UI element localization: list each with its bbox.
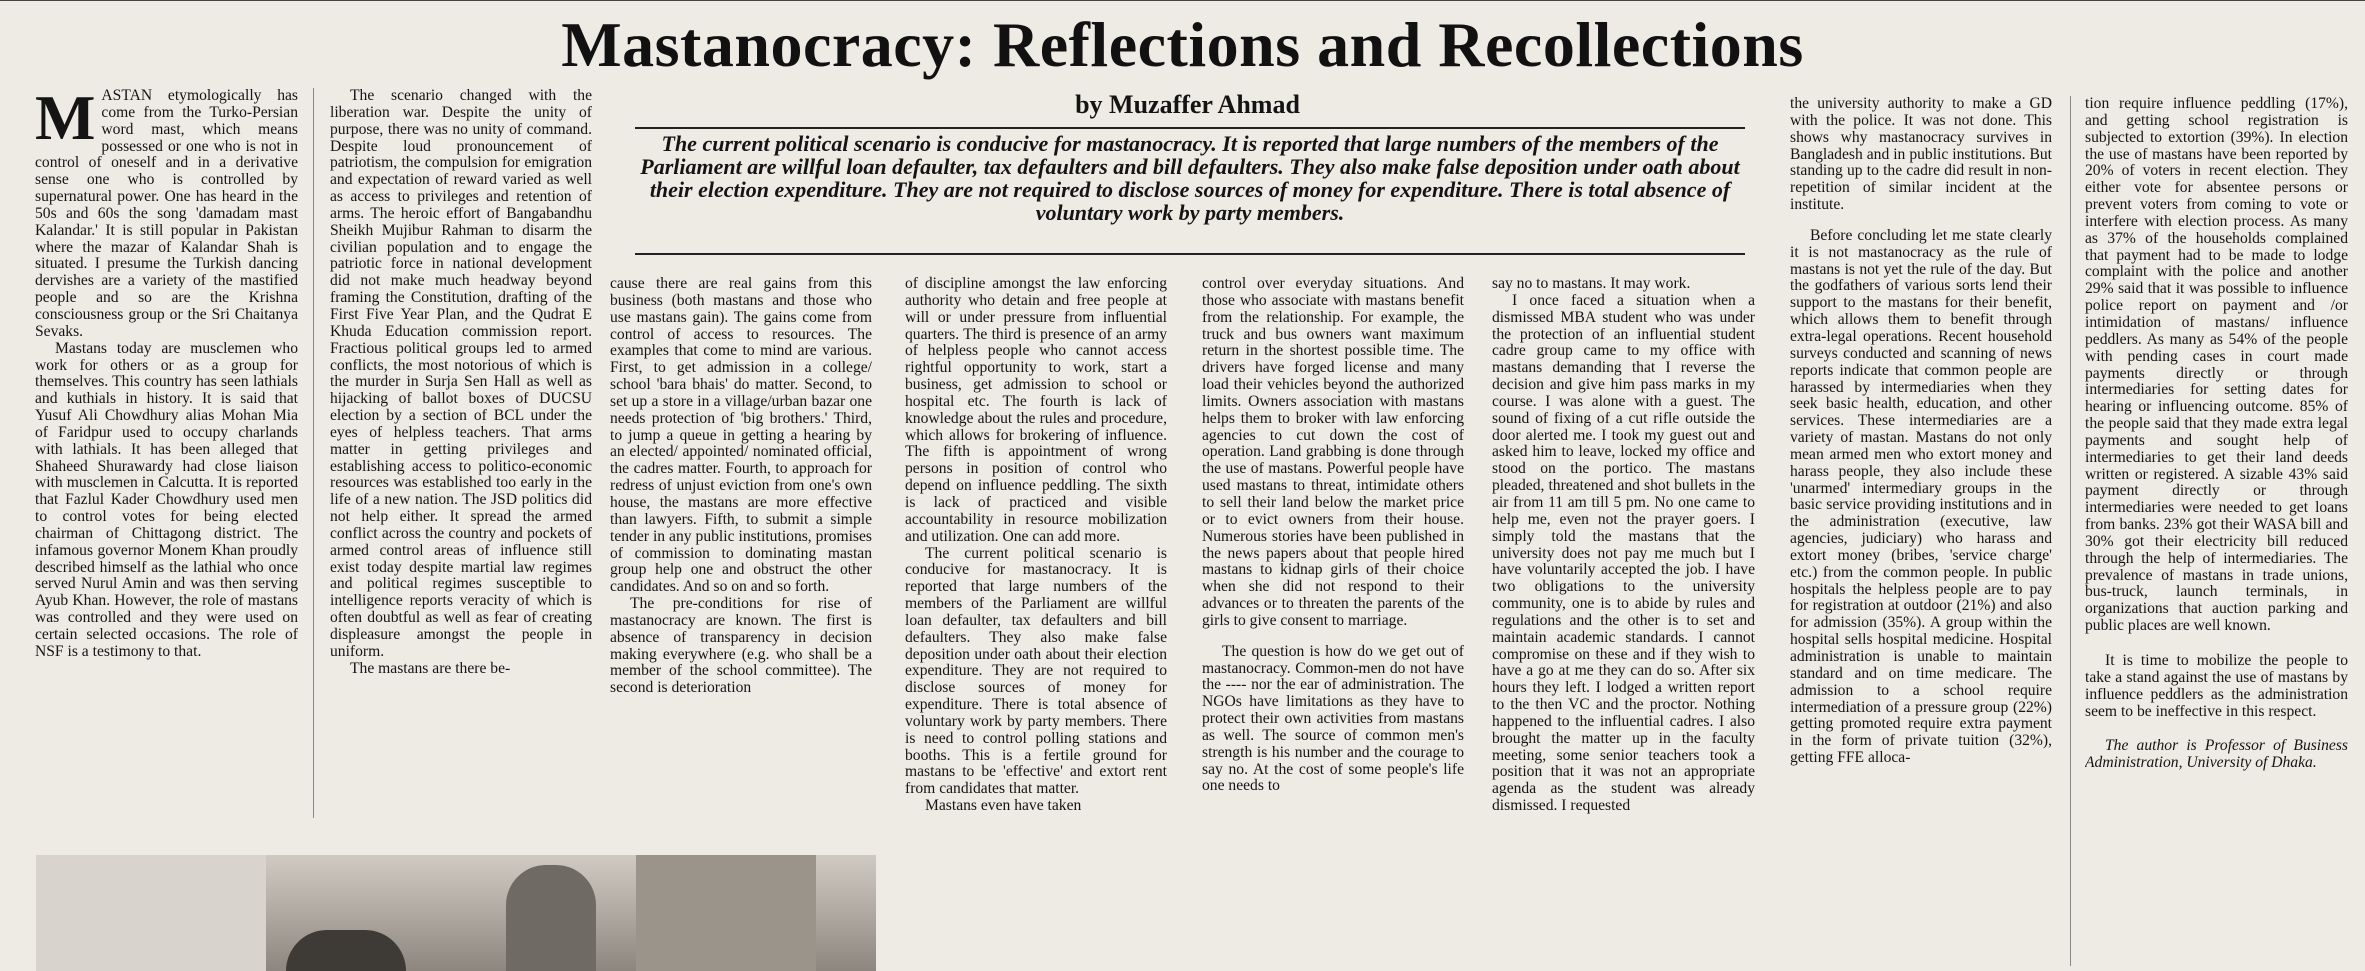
paragraph: I once faced a situation when a dismissed MBA student who was under the protection of an influential student cadre group came to my office with mastans demanding that I reverse the decision and give him pass marks in my course. I was alone with a guest. The sound of fixing of a cut rifle outside the door alerted me. I took my guest out and asked him to leave, locked my office and stood on the portico. The mastans pleaded, threatened and shot bullets in the air from 11 am till 5 pm. No one came to help me, even not the prayer goers. I simply told the mastans that the university does not pay me much but I have voluntarily accepted the job. I have two obligations to the university community, one is to abide by rules and regulations and the other is to set and maintain academic standards. I cannot compromise on these and if they wish to have a go at me they can do so. After six hours they left. I lodged a written report to the then VC and the proctor. Nothing happened to the influential cadres. I also brought the matter up in the faculty meeting, some senior teachers took a position that it was not an appropriate agenda as the student was already dismissed. I requested — [1492, 291, 1755, 815]
paragraph: say no to mastans. It may work. — [1492, 276, 1691, 292]
deck-top-rule — [635, 127, 1745, 129]
column-3 — [610, 276, 872, 816]
column-4 — [905, 276, 1167, 956]
author-note: The author is Professor of Business Administration, University of Dhaka. — [2085, 737, 2348, 772]
column-2 — [330, 88, 592, 813]
paragraph: cause there are real gains from this business (both mastans and those who use mastans gain). The gains come from control of access to resources. The examples that come to mind are various. First, to get admission in a college/ school 'bara bhais' do matter. Second, to set up a store in a village/urban bazar one needs protection of 'big brothers.' Third, to jump a queue in getting a hearing by an elected/ appointed/ nominated official, the cadres matter. Fourth, to approach for redress of unjust eviction from one's own house, the mastans are more effective than lawyers. Fifth, to submit a simple tender in any public institutions, promises of commission to dominating mastan group help one and obstruct the other candidates. And so on and so forth. — [610, 276, 872, 596]
column-8 — [2085, 96, 2348, 968]
paragraph: The scenario changed with the liberation war. Despite the unity of purpose, there was no unity of command. Despite loud pronouncement of patriotism, the compulsion for emigration and expectation of reward varied as well as access to privileges and retention of arms. The heroic effort of Bangabandhu Sheikh Mujibur Rahman to disarm the civilian population and to engage the patriotic force in national development did not make much headway beyond framing the Constitution, drafting of the First Five Year Plan, and the Qudrat E Khuda Education commission report. Fractious political groups led to armed conflicts, the most notorious of which is the murder in Surja Sen Hall as well as hijacking of ballot boxes of DUCSU election by a section of BCL under the eyes of helpless teachers. That arms matter in getting privileges and establishing access to politico-economic resources was established too early in the life of a new nation. The JSD politics did not help either. It spread the armed conflict across the country and pockets of armed control areas of influence still exist today despite martial law regimes and political regimes susceptible to intelligence reports veracity of which is often doubtful as well as fear of creating displeasure amongst the people in uniform. — [330, 88, 592, 660]
column-divider — [313, 88, 314, 818]
column-7 — [1790, 96, 2052, 968]
article-photo — [36, 855, 876, 971]
paragraph: tion require influence peddling (17%), and getting school registration is subjected to extortion (39%). In election the use of mastans have been reported by 20% of voters in recent election. They either vote for absentee persons or prevent voters from coming to vote or interfere with election process. As many as 37% of the households complained that payment had to be made to lodge complaint with the police and another 29% said that it was possible to influence police report on payment and /or intimidation of mastans/ influence peddlers. As many as 54% of the people with pending cases in court made payments directly or through intermediaries for setting dates for hearing or influencing outcome. 85% of the people said that they made extra legal payments and sought help of intermediaries to get their land deeds written or registered. A sizable 43% said payment directly or through intermediaries were needed to get loans from banks. 23% got their WASA bill and 30% got their electricity bill reduced through the help of intermediaries. The prevalence of mastans in trade unions, bus-truck, launch terminals, in organizations that auction parking and public places are well known. — [2085, 96, 2348, 635]
column-6 — [1492, 276, 1755, 968]
paragraph: ASTAN etymologically has come from the Turko-Persian word mast, which means possessed or one who is not in control of oneself and in a derivative sense one who is controlled by supernatural power. One has heard in the 50s and 60s the song 'damadam mast Kalandar.' It is still popular in Pakistan where the mazar of Kalandar Shah is situated. I presume the Turkish dancing dervishes are a variety of the mastified people and so are the Krishna consciousness group or the Sri Chaitanya Sevaks. — [35, 88, 298, 340]
top-rule — [0, 0, 2365, 5]
paragraph: The mastans are there be- — [350, 659, 511, 677]
paragraph: the university authority to make a GD with the police. It was not done. This shows why mastanocracy survives in Bangladesh and in public institutions. But standing up to the cadre did result in non-repetition of similar incident at the institute. — [1790, 96, 2052, 214]
paragraph: Before concluding let me state clearly it is not mastanocracy as the rule of mastans is not yet the rule of the day. But the godfathers of various sorts lend their support to the mastans for their benefit, which allows them to benefit through extra-legal operations. Recent household surveys conducted and scanning of news reports indicate that common people are harassed by intermediaries when they seek basic health, education, and other services. These intermediaries are a variety of mastan. Mastans do not only mean armed men who extort money and harass people, they also include these 'unarmed' intermediary groups in the basic service providing institutions and in the administration (executive, law agencies, judiciary) who harass and extort money (bribes, 'service charge' etc.) from the common people. In public hospitals the helpless people are to pay for registration at outdoor (21%) and also for admission (35%). A group within the hospital sells hospital medicine. Hospital administration is unable to maintain standard and on time medicare. The admission to a school require intermediation of a pressure group (22%) getting promoted require extra payment in the form of private tuition (32%), getting FFE alloca- — [1790, 226, 2052, 767]
paragraph: of discipline amongst the law enforcing authority who detain and free people at will or under pressure from influential quarters. The third is presence of an army of helpless people who cannot access rightful opportunity to work, start a business, get admission to school or hospital etc. The fourth is lack of knowledge about the rules and procedure, which allows for brokering of influence. The fifth is appointment of wrong persons in position of control who depend on influence peddling. The sixth is lack of practiced and visible accountability in resource mobilization and utilization. One can add more. — [905, 276, 1167, 545]
column-5 — [1202, 276, 1464, 966]
paragraph: Mastans even have taken — [925, 797, 1082, 815]
article-title: Mastanocracy: Reflections and Recollections — [561, 9, 1804, 80]
article-deck: The current political scenario is conducive for mastanocracy. It is reported that large numbers of the members of the Parliament are willful loan defaulter, tax defaulters and bill defaulters. They also make false deposition under oath about their election expenditure. They are not required to disclose sources of money for expenditure. There is total absence of voluntary work by party members. — [640, 132, 1740, 225]
paragraph: The pre-conditions for rise of mastanocracy are known. The first is absence of transparency in decision making everywhere (e.g. who shall be a member of the school committee). The second is deterioration — [610, 595, 872, 697]
paragraph: The question is how do we get out of mastanocracy. Common-men do not have the ---- nor the ear of administration. The NGOs have limitations as they have to protect their own activities from mastans as well. The source of common men's strength is his number and the courage to say no. At the cost of some people's life one needs to — [1202, 642, 1464, 795]
paragraph: It is time to mobilize the people to take a stand against the use of mastans by influence peddlers as the administration seem to be ineffective in this respect. — [2085, 652, 2348, 720]
column-1 — [35, 88, 298, 808]
paragraph: The current political scenario is conducive for mastanocracy. It is reported that large numbers of the members of the Parliament are willful loan defaulter, tax defaulters and bill defaulters. They also make false deposition under oath about their election expenditure. They are not required to disclose sources of money for expenditure. There is total absence of voluntary work by party members. There is need to control polling stations and booths. This is a fertile ground for mastans to be 'effective' and extort rent from candidates that matter. — [905, 544, 1167, 798]
column-divider — [2070, 96, 2071, 966]
deck-bottom-rule — [635, 253, 1745, 255]
paragraph: Mastans today are musclemen who work for others or as a group for themselves. This country has seen lathials and kuthials in history. It is said that Yusuf Ali Chowdhury alias Mohan Mia of Faridpur used to occupy charlands with lathials. It has been alleged that Shaheed Shurawardy had close liaison with musclemen in Calcutta. It is reported that Fazlul Kader Chowdhury used men to control votes for being elected chairman of Chittagong district. The infamous governor Monem Khan proudly described himself as the lathial who once served Nurul Amin and was then serving Ayub Khan. However, the role of mastans was controlled and they were used on certain selected occasions. The role of NSF is a testimony to that. — [35, 339, 298, 660]
drop-cap: M — [35, 88, 96, 153]
paragraph: control over everyday situations. And those who associate with mastans benefit from the relationship. For example, the truck and bus owners want maximum return in the shortest possible time. The drivers have forged license and many load their vehicles beyond the authorized limits. Owners association with mastans helps them to broker with law enforcing agencies to cut down the cost of operation. Land grabbing is done through the use of mastans. Powerful people have used mastans to threat, intimidate others to sell their land below the market price or to evict owners from their house. Numerous stories have been published in the news papers about that people hired mastans to kidnap girls of their choice when she did not respond to their advances or to threaten the parents of the girls to give consent to marriage. — [1202, 276, 1464, 629]
byline: by Muzaffer Ahmad — [1075, 90, 1300, 119]
